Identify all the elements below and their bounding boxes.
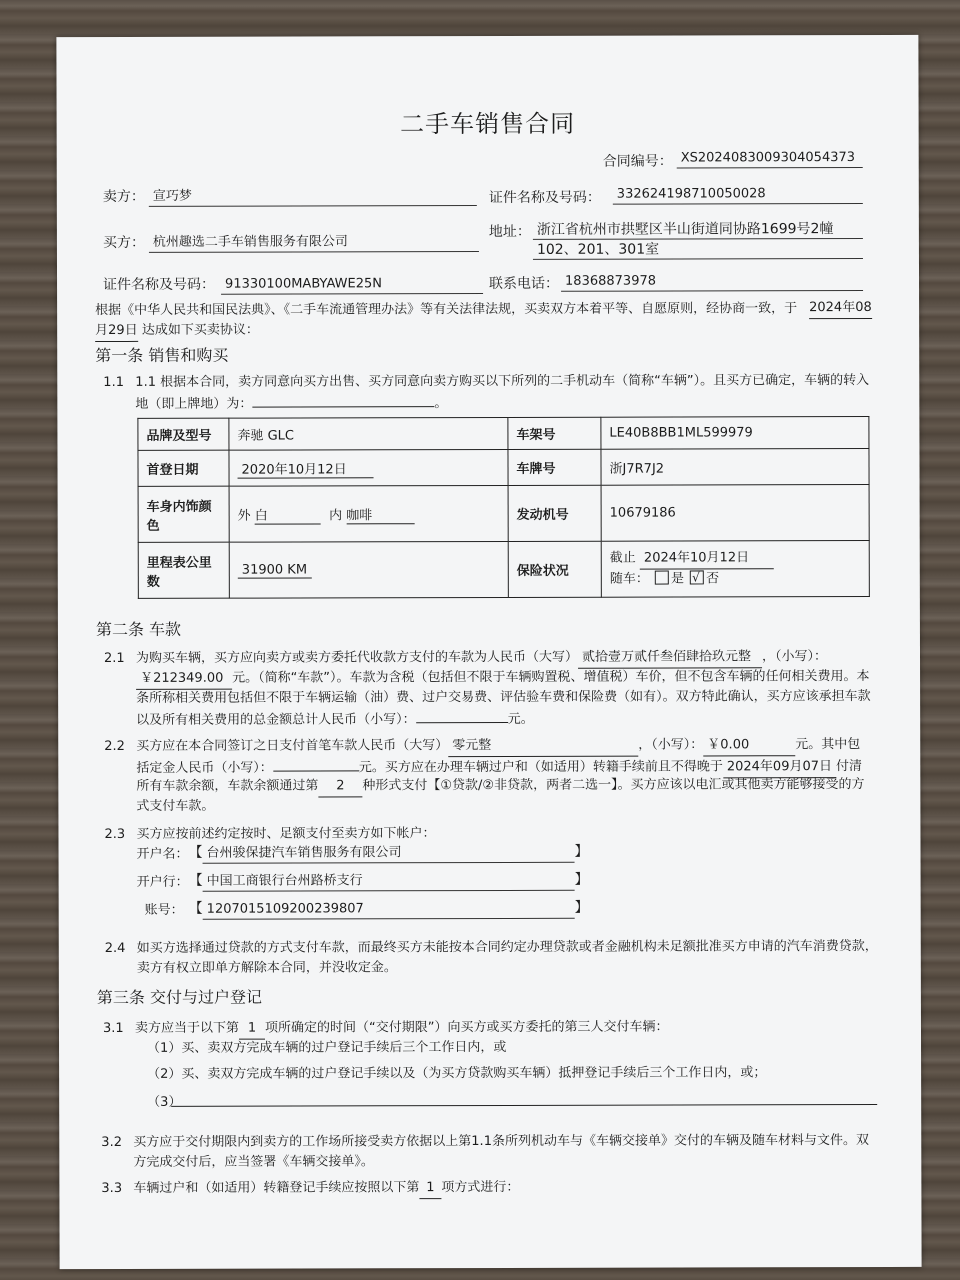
intro-date-part2: 月29日 (95, 321, 138, 342)
intro-date-part1: 2024年08 (809, 298, 872, 319)
seller-label: 卖方： (102, 188, 145, 206)
c21-total-blank (416, 708, 508, 723)
c21-amount-cn: 贰拾壹万贰仟叁佰肆拾玖元整 (578, 647, 762, 668)
seller-name: 宣巧梦 (149, 187, 477, 207)
c31-option3: （3） (147, 1094, 182, 1110)
intro-line1: 根据《中华人民共和国民法典》、《二手车流通管理办法》等有关法律法规，买卖双方本着平等、自愿原则，经协商一致，于 (95, 301, 798, 319)
c22-first: ￥0.00 (703, 735, 795, 756)
c21-l3: 条所称相关费用包括但不限于车辆运输（油）费、过户交易费、评估验车费和保险费（如有）。双方特此确认，买方应该承担车款 (136, 689, 871, 706)
c21-l1b: ，（小写）： (762, 649, 828, 665)
vin-label: 车架号 (508, 417, 601, 449)
ext-color-label: 外 (237, 508, 251, 524)
int-color-value: 咖啡 (346, 504, 414, 524)
c22-l2b: 元。买方应在办理车辆过户和（如适用）转籍手续前且不得晚于 (358, 759, 723, 776)
buyer-name: 杭州趣选二手车销售服务有限公司 (149, 233, 479, 253)
brand-value: 奔驰 GLC (229, 417, 508, 450)
int-color-label: 内 (329, 507, 343, 523)
intro-line2-tail: 达成如下买卖协议： (141, 322, 259, 338)
c31-num: 3.1 (102, 1020, 124, 1037)
article3-title: 第三条 交付与过户登记 (96, 987, 263, 1008)
buyer-id-label: 证件名称及号码： (103, 276, 216, 294)
c22-method: 2 (318, 776, 362, 797)
buyer-addr-label: 地址： (488, 223, 531, 240)
c21-l4a: 以及所有相关费用的总金额总计人民币（小写）： (136, 712, 416, 728)
c22-num: 2.2 (104, 738, 125, 755)
c11-destination-blank (252, 392, 434, 407)
c23-num: 2.3 (104, 826, 126, 843)
plate-label: 车牌号 (508, 449, 601, 485)
c23-bank-label: 开户行： (136, 874, 189, 890)
c11-num: 1.1 (103, 374, 125, 391)
ins-until-label: 截止 (609, 550, 636, 566)
c31-l1a: 卖方应当于以下第 (134, 1020, 240, 1036)
c32-l1: 买方应于交付期限内到卖方的工作场所接受卖方依据以上第1.1条所列机动车与《车辆交接单》交付的车辆及随车材料与文件。双 (133, 1133, 869, 1150)
c23-acct-close: 】 (574, 899, 589, 916)
mileage-label: 里程表公里数 (138, 542, 229, 598)
reg-date-value: 2020年10月12日 (237, 458, 373, 478)
c23-acct-label: 账号： (144, 902, 184, 918)
c22-first-cn: 零元整 (448, 736, 638, 757)
c23-name-label: 开户名： (136, 846, 189, 862)
color-label: 车身内饰颜色 (138, 486, 229, 542)
c23-name-value: 台州骏保捷汽车销售服务有限公司 (203, 844, 575, 864)
c22-deposit-blank (273, 756, 359, 771)
c22-l3b: 种形式支付【①贷款/②非贷款，两者二选一】。买方应该以电汇或其他卖方能够接受的方 (362, 777, 865, 794)
yes-label: 是 (670, 571, 685, 587)
c24-l2: 卖方有权立即单方解除本合同，并没收定金。 (136, 960, 397, 976)
c32-l2: 方完成交付后，应当签署《车辆交接单》。 (133, 1154, 374, 1170)
c11-tail: 。 (434, 396, 448, 412)
c31-item: 1 (239, 1019, 265, 1040)
c22-l1c: 元。其中包 (795, 737, 861, 753)
c11-line1: 1.1 根据本合同，卖方同意向买方出售、买方同意向卖方购买以下所列的二手机动车（简称“车辆”）。且买方已确定，车辆的转入 (135, 373, 870, 390)
c33-num: 3.3 (101, 1180, 123, 1197)
c32-num: 3.2 (101, 1134, 122, 1151)
mileage-value: 31900 (241, 562, 284, 578)
c33-item: 1 (419, 1178, 441, 1199)
no-checkbox[interactable] (690, 570, 704, 584)
c33-l1a: 车辆过户和（如适用）转籍登记手续应按照以下第 (133, 1180, 420, 1196)
buyer-phone-value: 18368873978 (561, 272, 863, 292)
plate-value: 浙J7R7J2 (601, 449, 869, 486)
mileage-unit: KM (287, 561, 308, 578)
c11-line2: 地（即上牌地）为： (135, 396, 253, 412)
c24-num: 2.4 (104, 940, 126, 957)
c31-l1b: 项所确定的时间（“交付期限”）向买方或买方委托的第三人交付车辆： (264, 1019, 669, 1036)
c21-l4b: 元。 (507, 711, 534, 727)
c23-bank-close: 】 (574, 871, 589, 888)
c21-amount: ￥212349.00 (136, 669, 232, 690)
c31-option3-blank (171, 1104, 877, 1107)
ins-with-label: 随车： (609, 571, 649, 587)
c21-num: 2.1 (103, 650, 125, 667)
c24-l1: 如买方选择通过贷款的方式支付车款，而最终买方未能按本合同约定办理贷款或者金融机构未足额批准买方申请的汽车消费贷款， (136, 938, 878, 956)
article1-title: 第一条 销售和购买 (95, 345, 229, 366)
c22-l4: 式支付车款。 (136, 798, 215, 814)
c31-option1: （1）买、卖双方完成车辆的过户登记手续后三个工作日内，或 (147, 1039, 507, 1056)
insurance-label: 保险状况 (508, 541, 601, 597)
c23-name-open: 【 (188, 844, 203, 861)
contract-no-label: 合同编号： (602, 153, 673, 170)
c21-l2a: 元。（简称“车款”）。车款为含税（包括但不限于车辆购置税、增值税）车价，但不包含车辆的任何相关费用。本 (232, 669, 870, 686)
seller-id-value: 332624198710050028 (613, 185, 863, 205)
reg-date-label: 首登日期 (138, 450, 229, 486)
ext-color-value: 白 (255, 504, 321, 524)
brand-label: 品牌及型号 (138, 418, 229, 450)
c23-l1: 买方应按前述约定按时、足额支付至卖方如下帐户： (136, 826, 436, 842)
engine-value: 10679186 (601, 485, 869, 542)
c33-l1b: 项方式进行： (441, 1179, 520, 1196)
c23-acct-open: 【 (188, 900, 203, 917)
article2-title: 第二条 车款 (95, 619, 182, 640)
contract-title: 二手车销售合同 (400, 109, 576, 139)
c22-deadline: 2024年09月07日 (723, 757, 836, 778)
vehicle-table (137, 416, 869, 599)
contract-paper (56, 35, 921, 1269)
vin-value: LE40B8BB1ML599979 (601, 417, 869, 450)
c23-bank-open: 【 (188, 872, 203, 889)
c22-l2c: 付清 (835, 759, 863, 775)
c23-bank-value: 中国工商银行台州路桥支行 (203, 872, 575, 892)
c23-acct-value: 1207015109200239807 (203, 900, 575, 920)
c21-l1a: 为购买车辆，买方应向卖方或卖方委托代收款方支付的车款为人民币（大写） (135, 649, 579, 666)
c23-name-close: 】 (574, 843, 589, 860)
ins-until-value: 2024年10月12日 (640, 548, 774, 569)
c22-l3a: 所有车款余额，车款余额通过第 (136, 778, 319, 794)
yes-checkbox[interactable] (655, 571, 669, 585)
no-label: 否 (706, 571, 720, 587)
c31-option2: （2）买、卖双方完成车辆的过户登记手续以及（为买方贷款购买车辆）抵押登记手续后三个工作日内，或； (147, 1065, 767, 1082)
c22-l1a: 买方应在本合同签订之日支付首笔车款人民币（大写） (136, 738, 449, 754)
buyer-phone-label: 联系电话： (489, 275, 560, 292)
engine-label: 发动机号 (508, 485, 601, 541)
buyer-label: 买方： (102, 234, 145, 252)
buyer-id-value: 91330100MABYAWE25N (221, 275, 483, 295)
c22-l1b: ，（小写）： (638, 737, 704, 753)
c22-l2a: 括定金人民币（小写）： (136, 760, 273, 776)
contract-no-value: XS2024083009304054373 (677, 149, 863, 168)
buyer-addr-line1: 浙江省杭州市拱墅区半山街道同协路1699号2幢 (533, 220, 863, 240)
buyer-addr-line2: 102、201、301室 (533, 240, 863, 260)
seller-id-label: 证件名称及号码： (488, 189, 601, 206)
